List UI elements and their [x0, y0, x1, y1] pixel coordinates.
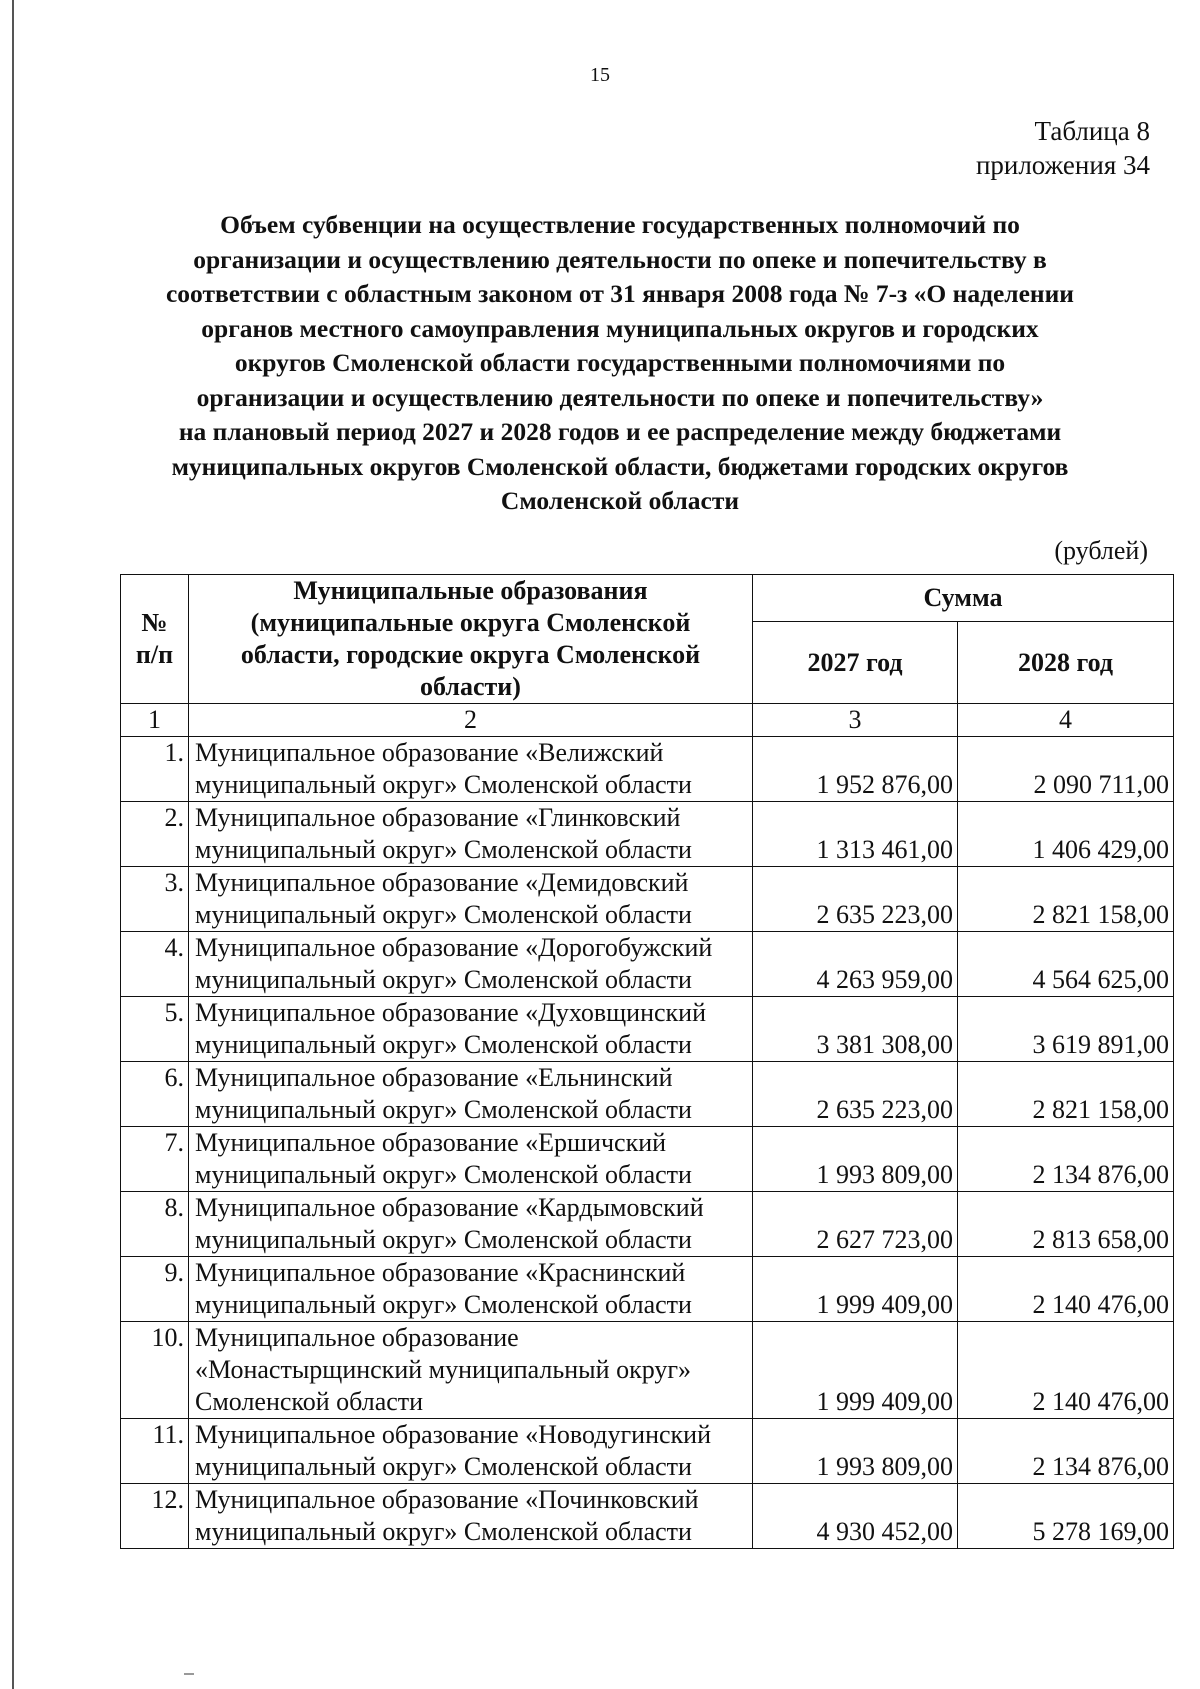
table-row	[121, 1127, 1174, 1192]
name-line: муниципальный округ» Смоленской области	[195, 965, 692, 994]
row-number: 10.	[121, 1322, 189, 1419]
amount-2027: 1 993 809,00	[753, 1419, 958, 1484]
column-number: 2	[189, 704, 753, 737]
appendix-label: приложения 34	[975, 150, 1150, 180]
header-row	[121, 575, 1174, 622]
municipality-name	[189, 867, 753, 932]
name-line: муниципальный округ» Смоленской области	[195, 770, 692, 799]
name-line: муниципальный округ» Смоленской области	[195, 1290, 692, 1319]
title-line: Смоленской области	[500, 486, 740, 515]
name-line: муниципальный округ» Смоленской области	[195, 1030, 692, 1059]
title-line: организации и осуществлению деятельности по опеке и попечительству»	[196, 382, 1044, 412]
table-row	[121, 737, 1174, 802]
municipality-name	[189, 802, 753, 867]
table-row	[121, 932, 1174, 997]
column-number: 1	[121, 704, 189, 737]
name-line: муниципальный округ» Смоленской области	[195, 1225, 692, 1254]
municipality-name	[189, 1257, 753, 1322]
header-year-2028: 2028 год	[958, 622, 1174, 704]
amount-2028: 1 406 429,00	[958, 802, 1174, 867]
row-number: 1.	[121, 737, 189, 802]
name-line: муниципальный округ» Смоленской области	[195, 1517, 692, 1546]
name-line: муниципальный округ» Смоленской области	[195, 1452, 692, 1481]
title-line: на плановый период 2027 и 2028 годов и ее распределение между бюджетами	[178, 417, 1062, 446]
row-number: 12.	[121, 1484, 189, 1549]
header-number-line: №	[141, 608, 168, 637]
amount-2028: 5 278 169,00	[958, 1484, 1174, 1549]
amount-2028: 2 134 876,00	[958, 1419, 1174, 1484]
name-line: Муниципальное образование «Ельнинский	[195, 1063, 673, 1092]
municipality-name	[189, 997, 753, 1062]
header-number-cell	[121, 575, 189, 704]
amount-2027: 1 999 409,00	[753, 1257, 958, 1322]
amount-2028: 2 140 476,00	[958, 1257, 1174, 1322]
amount-2027: 2 627 723,00	[753, 1192, 958, 1257]
amount-2027: 4 263 959,00	[753, 932, 958, 997]
name-line: Муниципальное образование «Починковский	[195, 1485, 699, 1514]
name-line: Муниципальное образование «Демидовский	[195, 868, 689, 897]
amount-2028: 2 090 711,00	[958, 737, 1174, 802]
municipality-name	[189, 1062, 753, 1127]
name-line: Муниципальное образование «Духовщинский	[195, 998, 707, 1027]
table-row	[121, 1257, 1174, 1322]
municipality-name	[189, 1484, 753, 1549]
column-number: 4	[958, 704, 1174, 737]
amount-2027: 1 952 876,00	[753, 737, 958, 802]
name-line: Муниципальное образование «Ершичский	[195, 1128, 667, 1157]
table-label: Таблица 8	[1034, 116, 1150, 146]
subvention-table	[120, 574, 1174, 1549]
municipality-name	[189, 1127, 753, 1192]
municipality-name	[189, 1192, 753, 1257]
row-number: 3.	[121, 867, 189, 932]
header-name-line: области, городские округа Смоленской	[240, 640, 701, 669]
scan-edge-line	[12, 0, 14, 1689]
table-row	[121, 1484, 1174, 1549]
amount-2027: 1 993 809,00	[753, 1127, 958, 1192]
title-line: организации и осуществлению деятельности по опеке и попечительству в	[193, 244, 1047, 274]
table-row	[121, 1419, 1174, 1484]
name-line: Смоленской области	[195, 1387, 424, 1416]
table-row	[121, 1062, 1174, 1127]
amount-2027: 1 999 409,00	[753, 1322, 958, 1419]
amount-2028: 4 564 625,00	[958, 932, 1174, 997]
title-line: муниципальных округов Смоленской области, бюджетами городских округов	[171, 451, 1069, 481]
amount-2027: 1 313 461,00	[753, 802, 958, 867]
amount-2028: 2 140 476,00	[958, 1322, 1174, 1419]
scan-mark	[184, 1673, 194, 1675]
name-line: муниципальный округ» Смоленской области	[195, 900, 692, 929]
title-line: округов Смоленской области государственными полномочиями по	[234, 348, 1006, 377]
row-number: 4.	[121, 932, 189, 997]
name-line: Муниципальное образование «Глинковский	[195, 803, 681, 832]
header-number-line: п/п	[135, 640, 174, 669]
column-number-row	[121, 704, 1174, 737]
municipality-name	[189, 1322, 753, 1419]
table-row	[121, 997, 1174, 1062]
row-number: 5.	[121, 997, 189, 1062]
header-name-cell	[189, 575, 753, 704]
row-number: 2.	[121, 802, 189, 867]
municipality-name	[189, 1419, 753, 1484]
name-line: Муниципальное образование «Велижский	[195, 738, 664, 767]
title-line: Объем субвенции на осуществление государственных полномочий по	[220, 210, 1020, 239]
name-line: Муниципальное образование «Кардымовский	[195, 1193, 704, 1222]
header-year-2027: 2027 год	[753, 622, 958, 704]
name-line: Муниципальное образование «Дорогобужский	[195, 933, 713, 962]
page-number: 15	[590, 64, 610, 86]
amount-2027: 2 635 223,00	[753, 867, 958, 932]
row-number: 6.	[121, 1062, 189, 1127]
table-row	[121, 1322, 1174, 1419]
name-line: Муниципальное образование	[195, 1323, 519, 1352]
row-number: 9.	[121, 1257, 189, 1322]
name-line: муниципальный округ» Смоленской области	[195, 835, 692, 864]
name-line: муниципальный округ» Смоленской области	[195, 1160, 692, 1189]
amount-2028: 2 813 658,00	[958, 1192, 1174, 1257]
table-row	[121, 802, 1174, 867]
amount-2027: 2 635 223,00	[753, 1062, 958, 1127]
name-line: Муниципальное образование «Новодугинский	[195, 1420, 711, 1449]
amount-2027: 4 930 452,00	[753, 1484, 958, 1549]
header-name-line: области)	[420, 672, 521, 701]
name-line: «Монастырщинский муниципальный округ»	[195, 1355, 692, 1384]
name-line: Муниципальное образование «Краснинский	[195, 1258, 686, 1287]
amount-2028: 2 821 158,00	[958, 1062, 1174, 1127]
row-number: 8.	[121, 1192, 189, 1257]
amount-2028: 2 821 158,00	[958, 867, 1174, 932]
municipality-name	[189, 932, 753, 997]
header-name-line: (муниципальные округа Смоленской	[250, 608, 691, 637]
title-line: соответствии с областным законом от 31 января 2008 года № 7-з «О наделении	[165, 279, 1074, 308]
amount-2028: 2 134 876,00	[958, 1127, 1174, 1192]
units-label: (рублей)	[1054, 536, 1148, 565]
header-sum-cell: Сумма	[753, 575, 1174, 622]
row-number: 7.	[121, 1127, 189, 1192]
table-row	[121, 867, 1174, 932]
amount-2027: 3 381 308,00	[753, 997, 958, 1062]
municipality-name	[189, 737, 753, 802]
document-title	[100, 208, 1140, 519]
appendix-reference	[976, 114, 1150, 182]
amount-2028: 3 619 891,00	[958, 997, 1174, 1062]
title-line: органов местного самоуправления муниципальных округов и городских	[201, 313, 1039, 343]
name-line: муниципальный округ» Смоленской области	[195, 1095, 692, 1124]
table-row	[121, 1192, 1174, 1257]
row-number: 11.	[121, 1419, 189, 1484]
column-number: 3	[753, 704, 958, 737]
header-name-line: Муниципальные образования	[293, 576, 648, 605]
